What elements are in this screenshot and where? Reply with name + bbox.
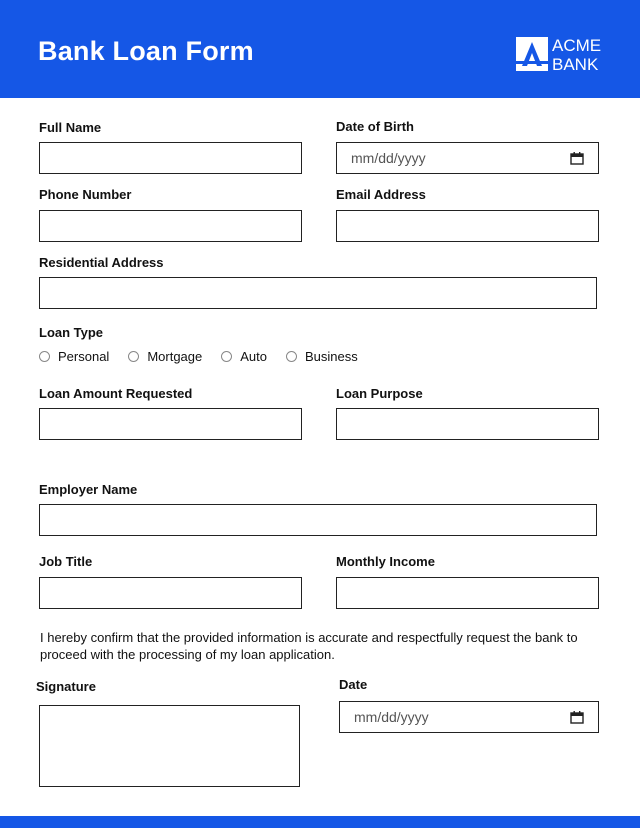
radio-circle[interactable]	[128, 351, 139, 362]
loan-purpose-input[interactable]	[336, 408, 599, 440]
loan-amount-input[interactable]	[39, 408, 302, 440]
dob-label: Date of Birth	[336, 119, 414, 134]
date-placeholder: mm/dd/yyyy	[354, 709, 429, 725]
loan-type-radio-personal[interactable]	[39, 349, 109, 364]
acme-logo-icon	[516, 37, 548, 71]
logo-line-2: BANK	[552, 55, 599, 74]
radio-label: Personal	[58, 349, 110, 364]
radio-circle[interactable]	[221, 351, 232, 362]
radio-label: Mortgage	[147, 349, 203, 364]
full-name-label: Full Name	[39, 120, 102, 135]
loan-type-radio-group	[39, 349, 377, 364]
monthly-income-label: Monthly Income	[336, 554, 435, 569]
full-name-input[interactable]	[39, 142, 302, 174]
signature-date-input[interactable]	[339, 701, 599, 733]
phone-input[interactable]	[39, 210, 302, 242]
email-label: Email Address	[336, 187, 426, 202]
dob-placeholder: mm/dd/yyyy	[351, 150, 426, 166]
calendar-icon[interactable]	[570, 152, 584, 165]
signature-box[interactable]	[39, 705, 300, 787]
employer-input[interactable]	[39, 504, 597, 536]
date-label: Date	[339, 677, 368, 692]
page-title: Bank Loan Form	[38, 36, 254, 66]
radio-label: Auto	[240, 349, 267, 364]
loan-amount-label: Loan Amount Requested	[39, 386, 193, 401]
dob-date-input[interactable]	[336, 142, 599, 174]
job-title-label: Job Title	[39, 554, 93, 569]
radio-label: Business	[304, 349, 358, 364]
logo-text	[552, 36, 601, 74]
footer-bar	[0, 816, 640, 828]
loan-type-radio-auto[interactable]	[221, 349, 267, 364]
logo-line-1: ACME	[552, 36, 602, 55]
radio-circle[interactable]	[39, 351, 50, 362]
loan-type-label: Loan Type	[39, 325, 104, 340]
consent-statement: I hereby confirm that the provided information is accurate and respectfully request the bank to proceed with the processing of my loan application.	[40, 630, 578, 662]
radio-circle[interactable]	[286, 351, 297, 362]
loan-type-radio-business[interactable]	[286, 349, 358, 364]
calendar-icon[interactable]	[570, 711, 584, 724]
signature-label: Signature	[36, 679, 96, 694]
loan-type-radio-mortgage[interactable]	[128, 349, 202, 364]
address-input[interactable]	[39, 277, 597, 309]
job-title-input[interactable]	[39, 577, 302, 609]
email-input[interactable]	[336, 210, 599, 242]
phone-label: Phone Number	[39, 187, 132, 202]
address-label: Residential Address	[39, 255, 164, 270]
employer-label: Employer Name	[39, 482, 138, 497]
header-banner	[0, 0, 640, 98]
loan-purpose-label: Loan Purpose	[336, 386, 423, 401]
monthly-income-input[interactable]	[336, 577, 599, 609]
